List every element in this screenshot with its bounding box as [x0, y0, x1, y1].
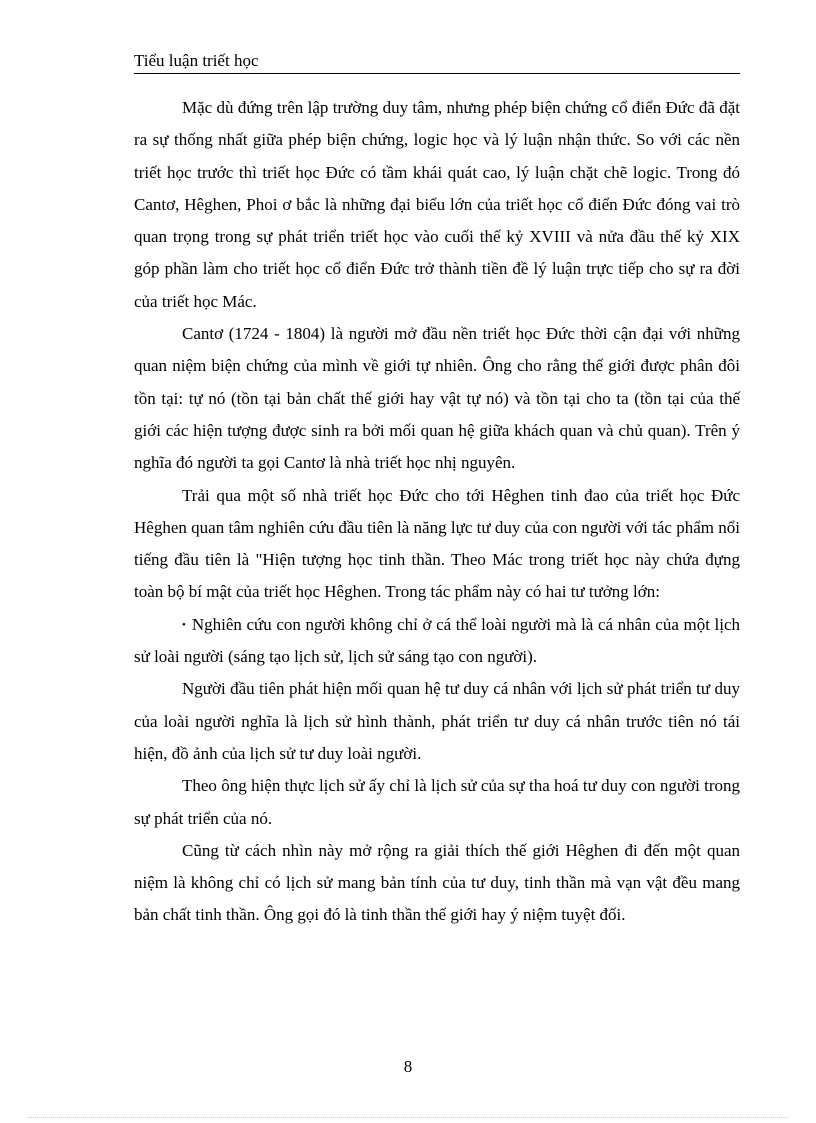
page-header: [134, 50, 740, 74]
bullet-item-text: Nghiên cứu con người không chỉ ở cá thể loài người mà là cá nhân của một lịch sử loài người (sáng tạo lịch sử, lịch sử sáng tạo con người).: [134, 614, 740, 667]
paragraph-kant: Cantơ (1724 - 1804) là người mở đầu nền triết học Đức thời cận đại với những quan niệm biện chứng của mình về giới tự nhiên. Ông cho rằng thế giới được phân đôi tồn tại: tự nó (tồn tại bản chất thế giới hay vật tự nó) và tồn tại cho ta (tồn tại của thế giới các hiện tượng được sinh ra bởi mối quan hệ giữa khách quan và chủ quan). Trên ý nghĩa đó người ta gọi Cantơ là nhà triết học nhị nguyên.: [134, 324, 740, 473]
page-bottom-divider: [28, 1117, 788, 1118]
document-title: Tiểu luận triết học: [134, 51, 259, 70]
document-body: [134, 92, 740, 932]
paragraph-absolute-idea: Cũng từ cách nhìn này mở rộng ra giải thích thế giới Hêghen đi đến một quan niệm là không chỉ có lịch sử mang bản tính của tư duy, tinh thần mà vạn vật đều mang bản chất tinh thần. Ông gọi đó là tinh thần thế giới hay ý niệm tuyệt đối.: [134, 840, 740, 925]
paragraph-alienation: Theo ông hiện thực lịch sử ấy chỉ là lịch sử của sự tha hoá tư duy con người trong sự phát triển của nó.: [134, 776, 740, 828]
page-number: 8: [403, 1057, 413, 1076]
paragraph-individual-thought-history: Người đầu tiên phát hiện mối quan hệ tư duy cá nhân với lịch sử phát triển tư duy của loài người nghĩa là lịch sử hình thành, phát triển tư duy cá nhân trước tiên nó tái hiện, đồ ảnh của lịch sử tư duy loài người.: [134, 679, 740, 763]
paragraph-classical-german-dialectics: Mặc dù đứng trên lập trường duy tâm, nhưng phép biện chứng cổ điển Đức đã đặt ra sự thống nhất giữa phép biện chứng, logic học và lý luận nhận thức. So với các nền triết học trước thì triết học Đức có tầm khái quát cao, lý luận chặt chẽ logic. Trong đó Cantơ, Hêghen, Phoi ơ bắc là những đại biểu lớn của triết học cổ điển Đức đóng vai trò quan trọng trong sự phát triển triết học vào cuối thế kỷ XVIII và nửa đầu thế kỷ XIX góp phần làm cho triết học cổ điển Đức trở thành tiền đề lý luận trực tiếp cho sự ra đời của triết học Mác.: [134, 98, 740, 311]
paragraph-hegel-phenomenology: Trải qua một số nhà triết học Đức cho tới Hêghen tinh đao của triết học Đức Hêghen quan tâm nghiên cứu đầu tiên là năng lực tư duy của con người với tác phẩm nổi tiếng đầu tiên là "Hiện tượng học tinh thần. Theo Mác trong triết học này chứa đựng toàn bộ bí mật của triết học Hêghen. Trong tác phẩm này có hai tư tưởng lớn:: [134, 485, 740, 602]
bullet-list-item: [134, 609, 740, 674]
bullet-icon: •: [182, 618, 186, 631]
